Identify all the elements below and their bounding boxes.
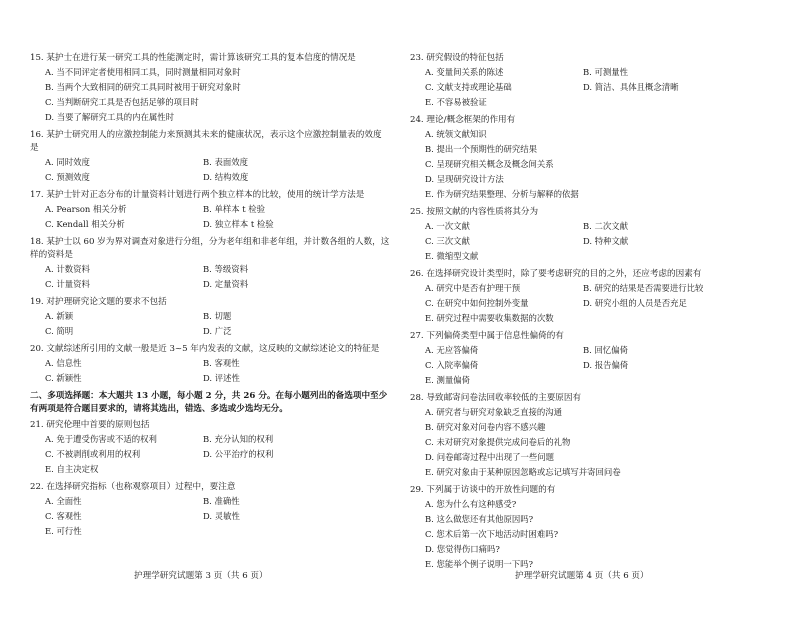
answer-option: C. 当判断研究工具是否包括足够的项目时 [45, 97, 199, 107]
right-page-column [410, 52, 780, 576]
page-footer-left: 护理学研究试题第 3 页（共 6 页） [134, 571, 268, 581]
multiple-choice-questions-continued [410, 52, 780, 572]
answer-option: B. 客观性 [203, 358, 240, 368]
answer-option: E. 研究对象由于某种原因忽略或忘记填写并寄回问卷 [425, 467, 621, 477]
answer-option: D. 独立样本 t 检验 [203, 219, 274, 229]
answer-options [45, 262, 390, 292]
answer-option: B. 提出一个预期性的研究结果 [425, 144, 537, 154]
answer-option: A. 信息性 [45, 358, 82, 368]
answer-option: E. 自主决定权 [45, 464, 99, 474]
question [30, 296, 390, 339]
answer-option: B. 当两个大致相同的研究工具同时被用于研究对象时 [45, 82, 241, 92]
answer-option: C. 不被剥削或利用的权利 [45, 449, 141, 459]
question-stem: 18. 某护士以 60 岁为界对调查对象进行分组，分为老年组和非老年组，并计数各组的人数，这样的资料是 [30, 237, 390, 260]
question-stem: 19. 对护理研究论文题的要求不包括 [30, 297, 167, 307]
answer-option: A. 新颖 [45, 311, 74, 321]
question [30, 419, 390, 477]
answer-option: B. 充分认知的权利 [203, 434, 274, 444]
answer-option: A. 统领文献知识 [425, 129, 487, 139]
answer-option: A. 计数资料 [45, 264, 90, 274]
answer-option: A. Pearson 相关分析 [45, 204, 127, 214]
answer-option: E. 作为研究结果整理、分析与解释的依据 [425, 189, 579, 199]
answer-option: C. 呈现研究相关概念及概念间关系 [425, 159, 554, 169]
question-stem: 25. 按照文献的内容性质将其分为 [410, 207, 539, 217]
answer-option: D. 您觉得伤口痛吗? [425, 544, 500, 554]
question [410, 330, 780, 388]
answer-options [425, 497, 780, 572]
question [30, 236, 390, 292]
answer-option: A. 当不同评定者使用相同工具，同时测量相同对象时 [45, 67, 241, 77]
question-stem: 15. 某护士在进行某一研究工具的性能测定时，需计算该研究工具的复本信度的情况是 [30, 53, 356, 63]
answer-options [45, 155, 390, 185]
answer-options [425, 281, 780, 326]
answer-option: D. 广泛 [203, 326, 232, 336]
question-stem: 17. 某护士针对正态分布的计量资料计划进行两个独立样本的比较，使用的统计学方法是 [30, 190, 365, 200]
answer-option: B. 可测量性 [583, 67, 628, 77]
answer-option: B. 准确性 [203, 496, 240, 506]
question [410, 52, 780, 110]
question [410, 392, 780, 480]
answer-options [425, 127, 780, 202]
answer-option: C. 新颖性 [45, 373, 82, 383]
answer-option: D. 研究小组的人员是否充足 [583, 298, 687, 308]
answer-option: C. 计量资料 [45, 279, 90, 289]
answer-option: C. 客观性 [45, 511, 82, 521]
question-stem: 21. 研究伦理中首要的原则包括 [30, 420, 150, 430]
question [410, 484, 780, 572]
answer-option: A. 全面性 [45, 496, 82, 506]
answer-option: C. 预测效度 [45, 172, 90, 182]
answer-option: B. 二次文献 [583, 221, 628, 231]
answer-option: A. 研究中是否有护理干预 [425, 283, 521, 293]
answer-option: A. 同时效度 [45, 157, 90, 167]
question [30, 481, 390, 539]
answer-option: B. 这么做您还有其他原因吗? [425, 514, 534, 524]
answer-option: B. 研究的结果是否需要进行比较 [583, 283, 704, 293]
question-stem: 23. 研究假设的特征包括 [410, 53, 504, 63]
answer-option: D. 定量资料 [203, 279, 249, 289]
question-stem: 26. 在选择研究设计类型时，除了要考虑研究的目的之外，还应考虑的因素有 [410, 269, 702, 279]
question [30, 189, 390, 232]
question [30, 52, 390, 125]
question-stem: 22. 在选择研究指标（也称观察项目）过程中，要注意 [30, 482, 236, 492]
answer-option: E. 研究过程中需要收集数据的次数 [425, 313, 554, 323]
answer-option: C. 未对研究对象提供完成问卷后的礼物 [425, 437, 571, 447]
question [410, 268, 780, 326]
answer-option: C. 您术后第一次下地活动时困难吗? [425, 529, 559, 539]
question-stem: 24. 理论/概念框架的作用有 [410, 115, 516, 125]
answer-option: E. 您能举个例子说明一下吗? [425, 559, 534, 569]
answer-option: B. 回忆偏倚 [583, 345, 628, 355]
answer-option: D. 评述性 [203, 373, 240, 383]
question-stem: 28. 导致邮寄问卷法回收率较低的主要原因有 [410, 393, 582, 403]
answer-option: E. 不容易被验证 [425, 97, 487, 107]
answer-option: D. 简洁、具体且概念清晰 [583, 82, 679, 92]
question [410, 114, 780, 202]
answer-option: B. 切题 [203, 311, 232, 321]
answer-option: C. 简明 [45, 326, 74, 336]
answer-option: A. 您为什么有这种感受? [425, 499, 517, 509]
question-stem: 20. 文献综述所引用的文献一般是近 3~5 年内发表的文献，这反映的文献综述论文的特征是 [30, 344, 380, 354]
single-choice-questions [30, 52, 390, 386]
answer-options [45, 65, 390, 125]
answer-option: A. 研究者与研究对象缺乏直接的沟通 [425, 407, 562, 417]
answer-option: D. 特种文献 [583, 236, 629, 246]
answer-options [45, 494, 390, 539]
answer-option: C. 在研究中如何控制外变量 [425, 298, 529, 308]
question-stem: 16. 某护士研究用人的应激控制能力来预测其未来的健康状况，表示这个应激控制量表的效度是 [30, 130, 382, 153]
page-footer-right: 护理学研究试题第 4 页（共 6 页） [515, 571, 649, 581]
answer-options [45, 432, 390, 477]
answer-option: E. 测量偏倚 [425, 375, 470, 385]
multiple-choice-questions [30, 419, 390, 539]
answer-option: D. 问卷邮寄过程中出现了一些问题 [425, 452, 554, 462]
answer-option: A. 免于遭受伤害或不适的权利 [45, 434, 157, 444]
answer-option: A. 无应答偏倚 [425, 345, 479, 355]
answer-option: C. 文献支持或理论基础 [425, 82, 512, 92]
answer-option: E. 可行性 [45, 526, 82, 536]
answer-option: D. 呈现研究设计方法 [425, 174, 504, 184]
answer-option: B. 单样本 t 检验 [203, 204, 266, 214]
answer-options [45, 202, 390, 232]
answer-option: C. 三次文献 [425, 236, 470, 246]
answer-options [425, 219, 780, 264]
answer-option: E. 微缩型文献 [425, 251, 479, 261]
answer-option: B. 研究对象对问卷内容不感兴趣 [425, 422, 546, 432]
multiple-choice-section-heading: 二、多项选择题：本大题共 13 小题，每小题 2 分，共 26 分。在每小题列出的备选项中至少有两项是符合题目要求的，请将其选出，错选、多选或少选均无分。 [30, 391, 388, 414]
answer-option: D. 报告偏倚 [583, 360, 629, 370]
answer-option: C. 入院率偏倚 [425, 360, 479, 370]
answer-option: D. 灵敏性 [203, 511, 240, 521]
answer-option: C. Kendall 相关分析 [45, 219, 125, 229]
answer-option: D. 结构效度 [203, 172, 249, 182]
question [410, 206, 780, 264]
question [30, 129, 390, 185]
answer-options [45, 309, 390, 339]
answer-option: A. 变量间关系的陈述 [425, 67, 504, 77]
answer-option: D. 当要了解研究工具的内在属性时 [45, 112, 174, 122]
answer-options [45, 356, 390, 386]
answer-option: B. 等级资料 [203, 264, 248, 274]
answer-options [425, 65, 780, 110]
answer-option: A. 一次文献 [425, 221, 470, 231]
left-page-column [30, 52, 390, 543]
question-stem: 27. 下列偏倚类型中属于信息性偏倚的有 [410, 331, 564, 341]
answer-options [425, 405, 780, 480]
question-stem: 29. 下列属于访谈中的开放性问题的有 [410, 485, 556, 495]
answer-option: D. 公平治疗的权利 [203, 449, 274, 459]
answer-option: B. 表面效度 [203, 157, 248, 167]
question [30, 343, 390, 386]
answer-options [425, 343, 780, 388]
